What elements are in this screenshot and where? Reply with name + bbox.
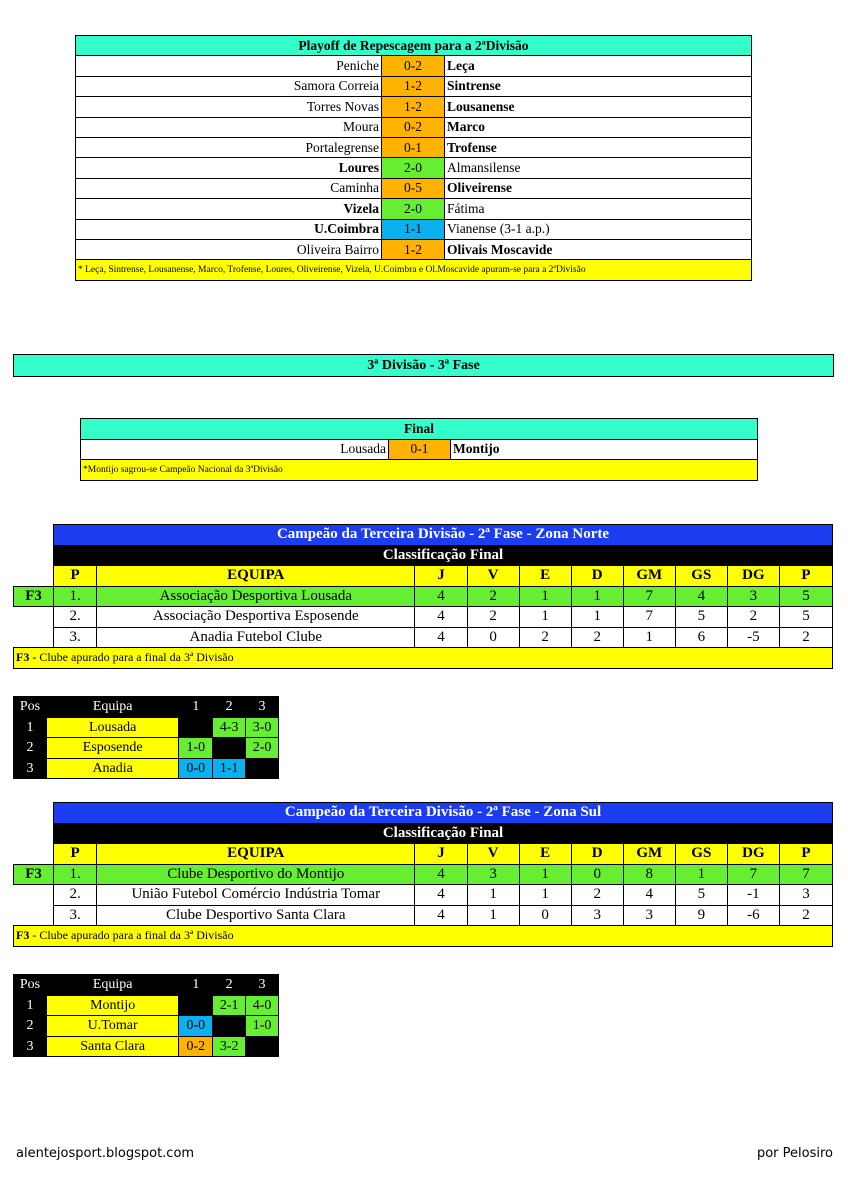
stat-cell: 0 [571,864,623,885]
stat-cell: 3 [623,905,675,926]
stat-cell: 2 [467,607,519,628]
matrix-result: 1-0 [246,1016,279,1037]
header-row [14,844,833,865]
column-header: P [54,844,97,865]
matrix-pos: 3 [14,758,47,779]
playoff-title: Playoff de Repescagem para a 2ªDivisão [76,36,752,56]
zone-subtitle: Classificação Final [54,545,833,566]
matrix-result: 0-0 [179,758,213,779]
norte-classification-table [13,524,833,669]
matrix-row [14,758,279,779]
team-name: Associação Desportiva Esposende [97,607,415,628]
playoff-home-team: U.Coimbra [76,219,382,239]
final-title: Final [81,419,758,440]
stat-cell: 3 [467,864,519,885]
playoff-home-team: Samora Correia [76,76,382,96]
matrix-header: 1 [179,697,213,718]
matrix-header: Equipa [46,975,178,996]
team-name: Anadia Futebol Clube [97,627,415,648]
stat-cell: 2 [571,885,623,906]
stat-cell: 3. [54,627,97,648]
playoff-score: 1-2 [382,239,445,259]
playoff-match-row [76,117,752,137]
matrix-team: Montijo [46,995,178,1016]
column-header: EQUIPA [97,566,415,587]
matrix-empty-cell [213,738,246,759]
playoff-away-team: Olivais Moscavide [445,239,752,259]
stat-cell: 1 [467,905,519,926]
matrix-header: 1 [179,975,213,996]
matrix-header: 2 [213,697,246,718]
blank-cell [14,566,54,587]
sul-classification-table [13,802,833,947]
playoff-table [75,35,752,281]
footnote-text: - Clube apurado para a final da 3ª Divisão [29,928,234,943]
matrix-empty-cell [246,1036,279,1057]
playoff-away-team: Leça [445,56,752,76]
table-row [14,885,833,906]
column-header: V [467,566,519,587]
footer-site: alentejosport.blogspot.com [16,1146,195,1161]
stat-cell: 1 [519,864,571,885]
column-header: GM [623,844,675,865]
blank-cell [14,525,54,546]
stat-cell: 2 [571,627,623,648]
matrix-empty-cell [213,1016,246,1037]
matrix-result: 2-0 [246,738,279,759]
matrix-team: Anadia [46,758,179,779]
stat-cell: 5 [779,607,832,628]
stat-cell: 8 [623,864,675,885]
stat-cell: 4 [415,864,467,885]
matrix-result: 0-2 [179,1036,213,1057]
matrix-header: 2 [213,975,246,996]
stat-cell: 4 [415,905,467,926]
header-row [14,566,833,587]
playoff-score: 1-2 [382,76,445,96]
playoff-score: 0-1 [382,137,445,157]
blank-cell [14,823,54,844]
playoff-home-team: Peniche [76,56,382,76]
playoff-match-row [76,158,752,178]
stat-cell: 5 [675,607,727,628]
blank-cell [14,545,54,566]
playoff-home-team: Loures [76,158,382,178]
playoff-away-team: Vianense (3-1 a.p.) [445,219,752,239]
column-header: P [779,844,832,865]
stat-cell: 2. [54,607,97,628]
stat-cell: 4 [415,885,467,906]
matrix-row [14,717,279,738]
playoff-score: 0-2 [382,56,445,76]
footnote-text: - Clube apurado para a final da 3ª Divisão [29,650,234,665]
playoff-home-team: Caminha [76,178,382,198]
stat-cell: 1 [623,627,675,648]
playoff-home-team: Moura [76,117,382,137]
matrix-empty-cell [179,717,213,738]
playoff-away-team: Almansilense [445,158,752,178]
stat-cell: 1. [54,586,97,607]
stat-cell: 2 [467,586,519,607]
matrix-team: Lousada [46,717,179,738]
stat-cell: 7 [623,607,675,628]
matrix-empty-cell [246,758,279,779]
matrix-pos: 1 [14,717,47,738]
playoff-score: 0-2 [382,117,445,137]
matrix-result: 3-2 [213,1036,246,1057]
footnote-tag: F3 [16,650,30,665]
matrix-result: 1-0 [179,738,213,759]
matrix-header: 3 [246,697,279,718]
stat-cell: 4 [415,586,467,607]
matrix-result: 4-0 [246,995,279,1016]
column-header: E [519,566,571,587]
stat-cell: 1 [519,607,571,628]
stat-cell: 1 [571,607,623,628]
stat-cell: 2. [54,885,97,906]
matrix-row [14,995,279,1016]
playoff-match-row [76,137,752,157]
table-row [14,607,833,628]
norte-results-matrix [13,696,279,779]
blank-cell [14,803,54,824]
column-header: D [571,566,623,587]
column-header: DG [727,844,779,865]
zone-footnote [14,926,833,947]
stat-cell: 4 [623,885,675,906]
table-row [14,864,833,885]
playoff-home-team: Portalegrense [76,137,382,157]
column-header: J [415,566,467,587]
footer-author: por Pelosiro [756,1146,833,1161]
stat-cell: 2 [519,627,571,648]
matrix-pos: 2 [14,1016,47,1037]
team-name: Associação Desportiva Lousada [97,586,415,607]
stat-cell: -5 [727,627,779,648]
stat-cell: 0 [467,627,519,648]
matrix-team: Santa Clara [46,1036,178,1057]
qualified-tag: F3 [14,864,54,885]
column-header: J [415,844,467,865]
matrix-row [14,1036,279,1057]
matrix-result: 1-1 [213,758,246,779]
matrix-team: U.Tomar [46,1016,178,1037]
matrix-row [14,738,279,759]
column-header: EQUIPA [97,844,415,865]
blank-cell [14,844,54,865]
playoff-away-team: Marco [445,117,752,137]
blank-cell [14,905,54,926]
table-row [14,586,833,607]
playoff-home-team: Oliveira Bairro [76,239,382,259]
column-header: DG [727,566,779,587]
stat-cell: -1 [727,885,779,906]
stat-cell: 4 [675,586,727,607]
matrix-pos: 1 [14,995,47,1016]
fase-banner: 3ª Divisão - 3ª Fase [13,354,834,377]
matrix-row [14,1016,279,1037]
table-row [14,627,833,648]
stat-cell: 2 [727,607,779,628]
stat-cell: 4 [415,627,467,648]
final-note: *Montijo sagrou-se Campeão Nacional da 3ªDivisão [81,460,758,481]
column-header: E [519,844,571,865]
blank-cell [14,607,54,628]
column-header: V [467,844,519,865]
stat-cell: 1 [675,864,727,885]
playoff-away-team: Trofense [445,137,752,157]
stat-cell: 0 [519,905,571,926]
matrix-team: Esposende [46,738,179,759]
stat-cell: 3. [54,905,97,926]
final-score: 0-1 [389,439,451,460]
playoff-score: 2-0 [382,199,445,219]
column-header: P [779,566,832,587]
playoff-away-team: Lousanense [445,97,752,117]
team-name: Clube Desportivo do Montijo [97,864,415,885]
stat-cell: 4 [415,607,467,628]
matrix-result: 4-3 [213,717,246,738]
matrix-result: 0-0 [179,1016,213,1037]
qualified-tag: F3 [14,586,54,607]
matrix-header: Pos [14,975,47,996]
playoff-away-team: Sintrense [445,76,752,96]
table-row [14,905,833,926]
playoff-home-team: Torres Novas [76,97,382,117]
playoff-match-row [76,219,752,239]
playoff-score: 2-0 [382,158,445,178]
matrix-header-row [14,975,279,996]
stat-cell: 9 [675,905,727,926]
playoff-match-row [76,76,752,96]
stat-cell: 5 [779,586,832,607]
column-header: GM [623,566,675,587]
playoff-home-team: Vizela [76,199,382,219]
stat-cell: 1 [571,586,623,607]
column-header: GS [675,566,727,587]
playoff-score: 1-1 [382,219,445,239]
sul-results-matrix [13,974,279,1057]
footnote-tag: F3 [16,928,30,943]
stat-cell: 7 [779,864,832,885]
matrix-header: 3 [246,975,279,996]
zone-footnote [14,648,833,669]
team-name: Clube Desportivo Santa Clara [97,905,415,926]
matrix-empty-cell [179,995,213,1016]
stat-cell: -6 [727,905,779,926]
final-home: Lousada [81,439,389,460]
stat-cell: 1. [54,864,97,885]
playoff-away-team: Fátima [445,199,752,219]
playoff-away-team: Oliveirense [445,178,752,198]
matrix-result: 2-1 [213,995,246,1016]
playoff-match-row [76,97,752,117]
stat-cell: 2 [779,905,832,926]
final-table [80,418,758,481]
playoff-match-row [76,239,752,259]
playoff-score: 0-5 [382,178,445,198]
stat-cell: 1 [519,586,571,607]
stat-cell: 1 [467,885,519,906]
team-name: União Futebol Comércio Indústria Tomar [97,885,415,906]
blank-cell [14,885,54,906]
stat-cell: 1 [519,885,571,906]
column-header: D [571,844,623,865]
column-header: GS [675,844,727,865]
stat-cell: 2 [779,627,832,648]
zone-title: Campeão da Terceira Divisão - 2ª Fase - Zona Sul [54,803,833,824]
stat-cell: 6 [675,627,727,648]
stat-cell: 3 [779,885,832,906]
column-header: P [54,566,97,587]
final-away: Montijo [451,439,758,460]
stat-cell: 7 [727,864,779,885]
matrix-header: Pos [14,697,47,718]
zone-title: Campeão da Terceira Divisão - 2ª Fase - Zona Norte [54,525,833,546]
stat-cell: 7 [623,586,675,607]
matrix-header: Equipa [46,697,179,718]
zone-subtitle: Classificação Final [54,823,833,844]
matrix-result: 3-0 [246,717,279,738]
matrix-header-row [14,697,279,718]
playoff-match-row [76,178,752,198]
matrix-pos: 2 [14,738,47,759]
playoff-note: * Leça, Sintrense, Lousanense, Marco, Trofense, Loures, Oliveirense, Vizela, U.Coimbra e Ol.Moscavide apuram-se para a 2ªDivisão [76,260,752,280]
matrix-pos: 3 [14,1036,47,1057]
playoff-match-row [76,56,752,76]
stat-cell: 3 [571,905,623,926]
stat-cell: 3 [727,586,779,607]
playoff-score: 1-2 [382,97,445,117]
stat-cell: 5 [675,885,727,906]
blank-cell [14,627,54,648]
playoff-match-row [76,199,752,219]
